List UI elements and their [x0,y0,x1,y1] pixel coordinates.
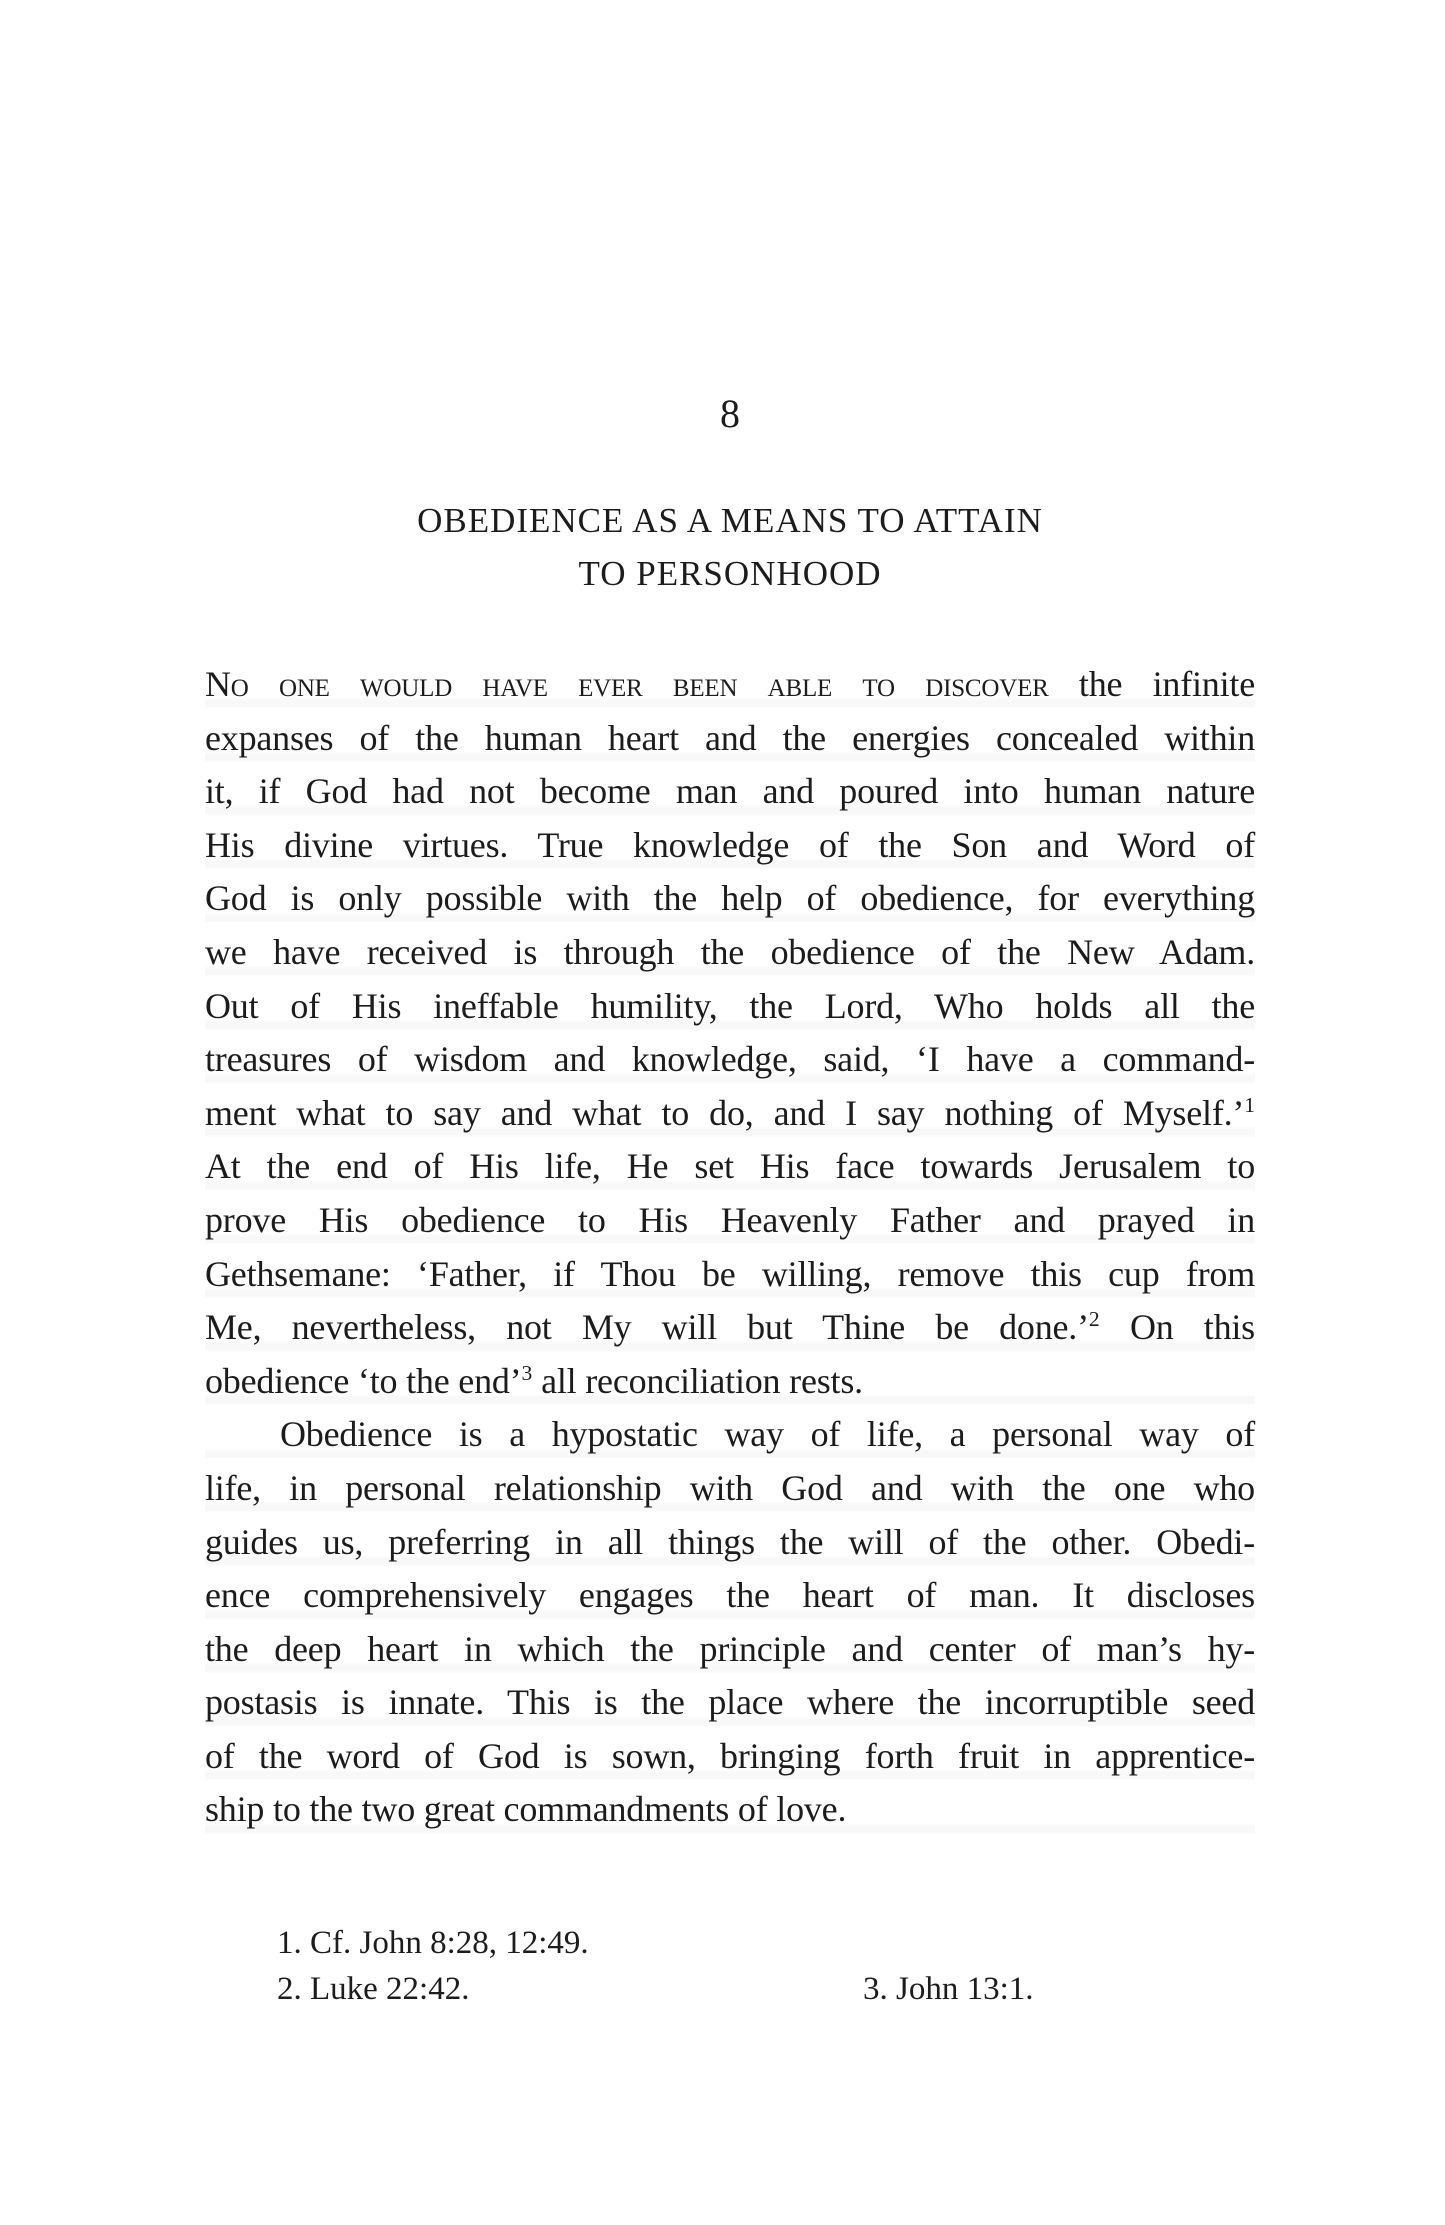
body-line: postasis is innate. This is the place where the incorruptible seed [205,1682,1255,1723]
body-line: ment what to say and what to do, and I say nothing of Myself.’$^1$ [205,1092,1255,1133]
body-line: treasures of wisdom and knowledge, said, ‘I have a command- [205,1039,1255,1080]
body-line: expanses of the human heart and the energies concealed within [205,717,1255,758]
body-line: we have received is through the obedience of the New Adam. [205,931,1255,972]
body-line: life, in personal relationship with God and with the one who [205,1467,1255,1508]
footnote-marker: 2 [1088,1307,1100,1332]
body-line: Me, nevertheless, not My will but Thine be done.’$^2$ On this [205,1307,1255,1348]
body-line: of the word of God is sown, bringing forth fruit in apprentice- [205,1735,1255,1776]
footnote-3: 3. John 13:1. [863,1970,1034,2007]
body-line: obedience ‘to the end’$^3$ all reconciliation rests. [205,1360,863,1401]
body-line: Gethsemane: ‘Father, if Thou be willing, remove this cup from [205,1253,1255,1294]
body-line: His divine virtues. True knowledge of the Son and Word of [205,824,1255,865]
footnote-marker: 3 [521,1360,533,1385]
footnote-1: 1. Cf. John 8:28, 12:49. [277,1925,589,1961]
footnote-row [205,1921,1255,1967]
chapter-title [205,494,1255,600]
footnote-marker: 1 [1244,1092,1255,1117]
body-line: ence comprehensively engages the heart of man. It discloses [205,1575,1255,1616]
body-line: guides us, preferring in all things the will of the other. Obedi- [205,1521,1255,1562]
body-line: ship to the two great commandments of love. [205,1789,847,1830]
page-number: 8 [720,391,740,436]
chapter-title-line-1: OBEDIENCE AS A MEANS TO ATTAIN [417,501,1043,540]
body-line: prove His obedience to His Heavenly Father and prayed in [205,1199,1255,1240]
body-line: God is only possible with the help of obedience, for everything [205,878,1255,919]
body-line: it, if God had not become man and poured into human nature [205,771,1255,812]
body-line: the deep heart in which the principle and center of man’s hy- [205,1628,1255,1669]
footnote-row [205,1967,1255,2013]
footnotes [205,1921,1255,2012]
body-line: No one would have ever been able to discover the infinite [205,664,1255,704]
footnote-2: 2. Luke 22:42. [277,1970,470,2007]
chapter-title-line-2: TO PERSONHOOD [578,554,882,593]
body-line: Out of His ineffable humility, the Lord, Who holds all the [205,985,1255,1026]
body-text [205,658,1255,1837]
body-line: At the end of His life, He set His face towards Jerusalem to [205,1146,1255,1187]
body-line: Obedience is a hypostatic way of life, a personal way of [280,1414,1255,1455]
